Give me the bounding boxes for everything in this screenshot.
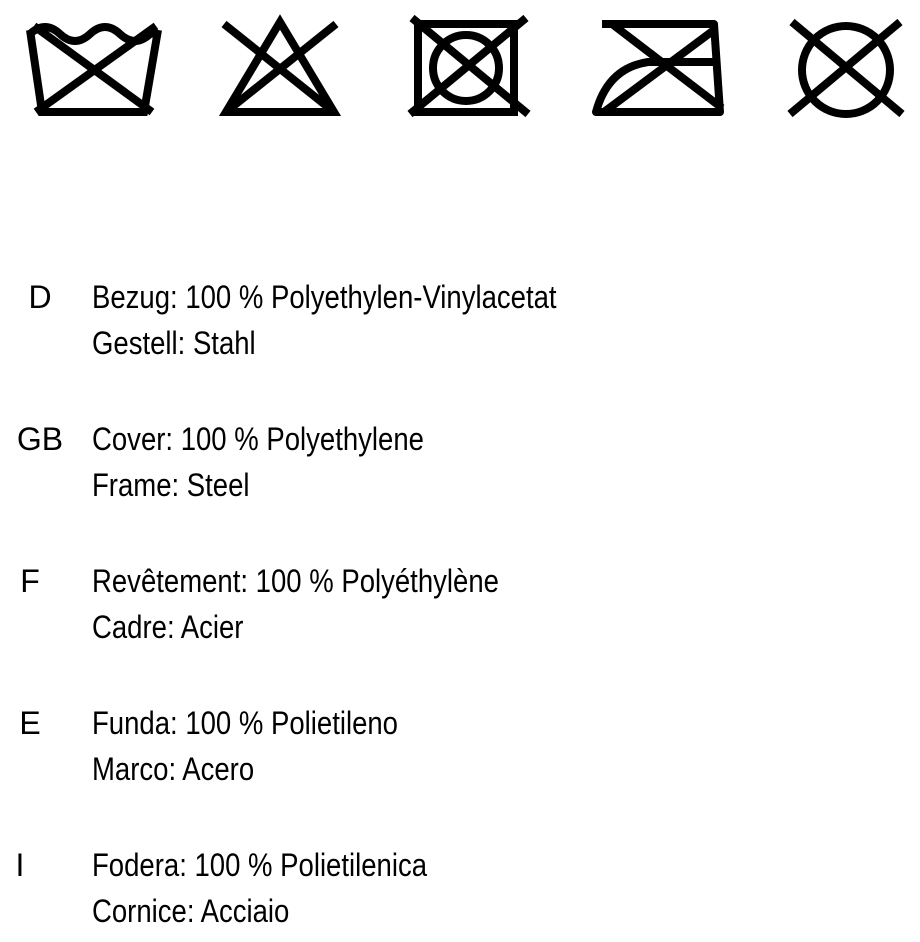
care-symbols-row xyxy=(0,0,920,130)
cover-material: Revêtement: 100 % Polyéthylène xyxy=(92,563,499,599)
material-entry-de xyxy=(0,274,920,374)
cover-material: Funda: 100 % Polietileno xyxy=(92,705,398,741)
frame-material: Cornice: Acciaio xyxy=(92,893,290,929)
language-code: D xyxy=(28,279,52,315)
material-entry-gb xyxy=(0,416,920,516)
language-code: F xyxy=(20,563,40,599)
cover-material: Fodera: 100 % Polietilenica xyxy=(92,847,428,883)
frame-material: Gestell: Stahl xyxy=(92,325,256,361)
frame-material: Cadre: Acier xyxy=(92,609,244,645)
do-not-bleach-icon xyxy=(210,8,350,123)
do-not-iron-icon xyxy=(588,8,728,123)
language-code: GB xyxy=(16,421,64,457)
cover-material: Bezug: 100 % Polyethylen-Vinylacetat xyxy=(92,279,557,315)
material-entry-es xyxy=(0,700,920,800)
cover-material: Cover: 100 % Polyethylene xyxy=(92,421,424,457)
language-code: I xyxy=(15,847,25,883)
do-not-wash-icon xyxy=(24,8,164,123)
frame-material: Marco: Acero xyxy=(92,751,255,787)
frame-material: Frame: Steel xyxy=(92,467,250,503)
material-entry-it xyxy=(0,842,920,942)
language-code: E xyxy=(19,705,41,741)
do-not-tumble-dry-icon xyxy=(400,8,540,123)
material-entry-fr xyxy=(0,558,920,658)
do-not-dry-clean-icon xyxy=(776,8,916,123)
